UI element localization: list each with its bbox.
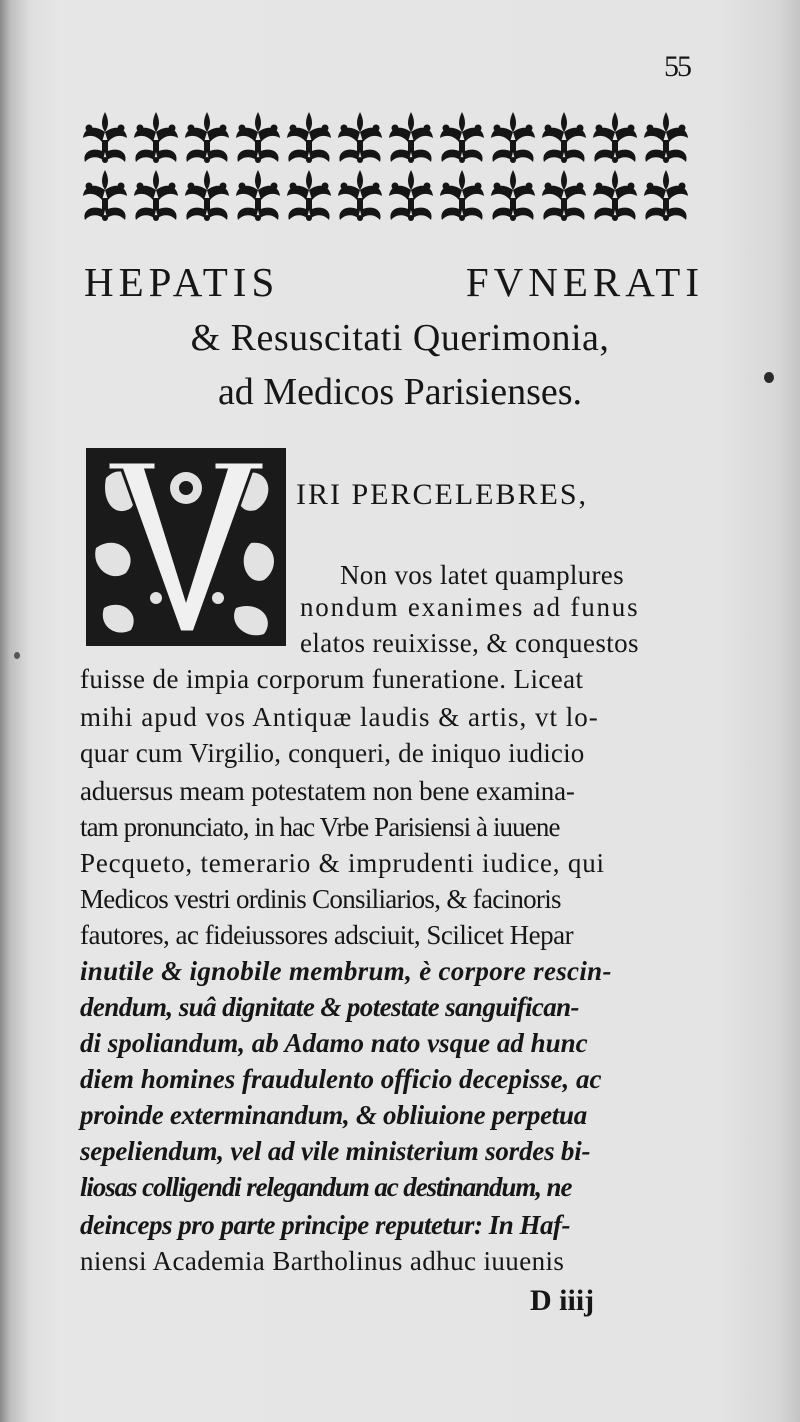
body-line: sepeliendum, vel ad vile ministerium sordes bi- [80,1136,591,1166]
body-line: deinceps pro parte principe reputetur: In Haf- [80,1210,570,1240]
page-number: 55 [664,50,690,83]
title-line-3: ad Medicos Parisienses. [217,371,583,413]
body-line: Medicos vestri ordinis Consiliarios, & facinoris [80,884,561,914]
body-line: elatos reuixisse, & conquestos [300,628,639,658]
body-line: di spoliandum, ab Adamo nato vsque ad hunc [80,1028,588,1058]
body-line: nondum exanimes ad funus [300,592,640,622]
title-word-1: HEPATIS [84,259,280,305]
fleuron-ornament-band [80,108,700,224]
title-word-2: FVNERATI [465,259,704,305]
title-line-1 [84,258,704,306]
body-line: niensi Academia Bartholinus adhuc iuuenis [80,1246,565,1276]
body-line: liosas colligendi relegandum ac destinandum, ne [80,1172,572,1202]
body-line: fautores, ac fideiussores adsciuit, Scilicet Hepar [80,920,574,950]
body-line: tam pronunciato, in hac Vrbe Parisiensi à iuuene [80,812,560,842]
body-line: Pecqueto, temerario & imprudenti iudice, qui [80,848,605,878]
body-line: mihi apud vos Antiquæ laudis & artis, vt lo- [80,702,599,732]
body-line: diem homines fraudulento officio decepisse, ac [80,1064,602,1094]
body-line: Non vos latet quamplures [340,560,624,590]
body-line: inutile & ignobile membrum, è corpore rescin- [80,956,612,986]
body-line: fuisse de impia corporum funeratione. Liceat [80,664,584,694]
decorated-initial-letter [86,448,286,646]
ink-spot [14,652,20,659]
salutation: IRI PERCELEBRES, [296,478,589,511]
signature-mark: D iiij [530,1284,595,1317]
body-line: proinde exterminandum, & obliuione perpetua [80,1100,587,1130]
body-line: aduersus meam potestatem non bene examina- [80,776,575,806]
body-line: quar cum Virgilio, conqueri, de iniquo iudicio [80,738,585,768]
title-line-2: & Resuscitati Querimonia, [190,317,610,359]
body-line: dendum, suâ dignitate & potestate sanguifican- [80,992,579,1022]
